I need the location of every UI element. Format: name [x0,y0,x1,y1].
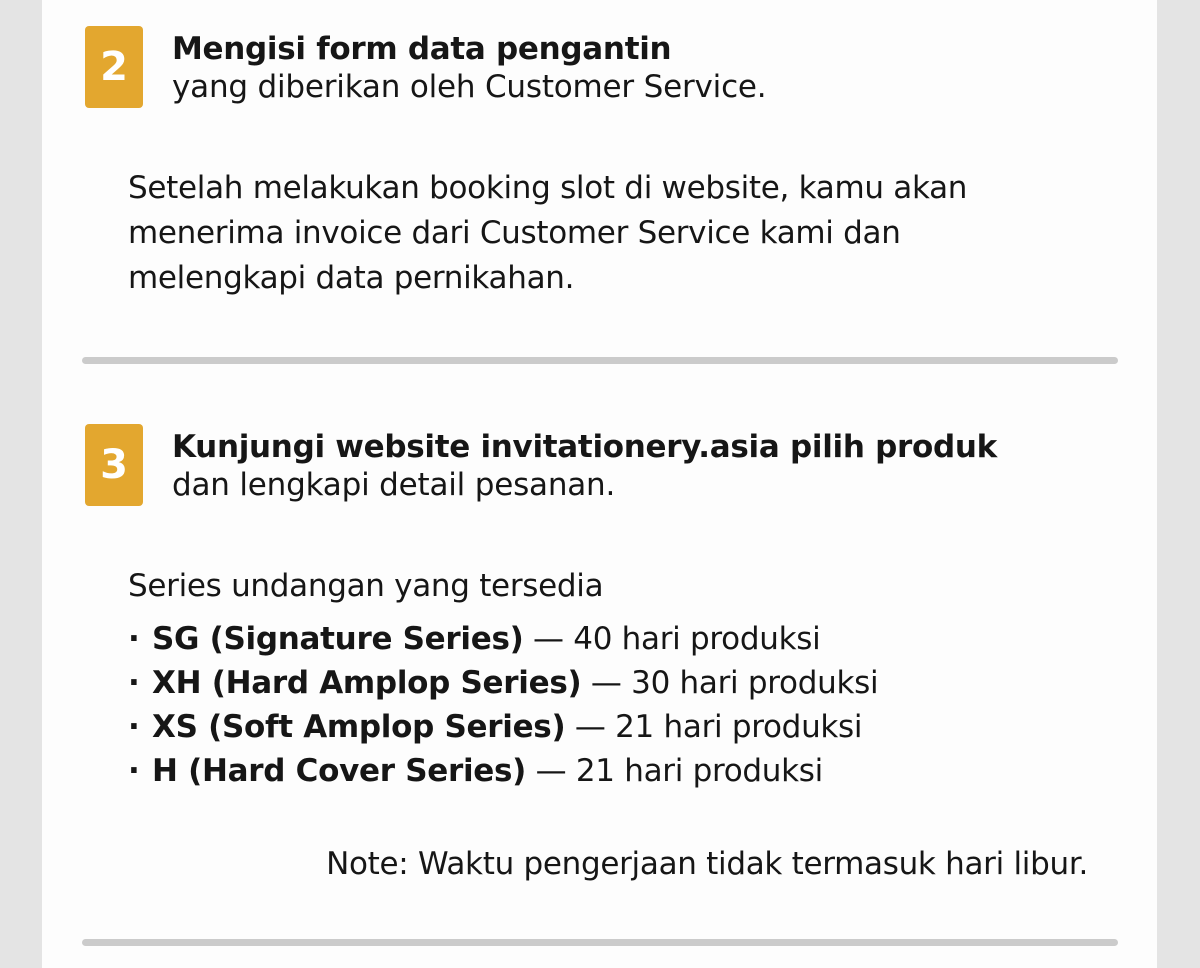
step-3-header [85,424,1045,503]
step-2-header [85,26,1045,105]
bullet-icon: · [128,709,140,745]
series-item-xs [128,705,878,749]
step-2-description [128,166,1028,301]
step-number-badge: 3 [85,424,143,506]
series-duration: — 21 hari produksi [526,753,823,789]
series-duration: — 21 hari produksi [565,709,863,745]
series-item-xh [128,661,878,705]
description-line: menerima invoice dari Customer Service kami dan [128,215,901,251]
description-line: melengkapi data pernikahan. [128,260,575,296]
series-name: H (Hard Cover Series) [152,753,527,789]
step-title: Mengisi form data pengantin [172,31,672,67]
bullet-icon: · [128,621,140,657]
series-duration: — 30 hari produksi [581,665,879,701]
bullet-icon: · [128,665,140,701]
bullet-icon: · [128,753,140,789]
step-heading [172,428,1052,504]
step-title: Kunjungi website invitationery.asia pilih produk [172,429,997,465]
series-duration: — 40 hari produksi [523,621,821,657]
section-divider [82,939,1118,946]
series-item-sg [128,617,878,661]
series-name: XH (Hard Amplop Series) [152,665,582,701]
step-number-badge: 2 [85,26,143,108]
step-subtitle: dan lengkapi detail pesanan. [172,467,616,503]
series-item-h [128,749,878,793]
series-list [128,617,878,793]
series-list-intro: Series undangan yang tersedia [128,568,604,604]
description-line: Setelah melakukan booking slot di website, kamu akan [128,170,968,206]
step-heading [172,30,1052,106]
production-note: Note: Waktu pengerjaan tidak termasuk hari libur. [326,846,1088,882]
series-name: SG (Signature Series) [152,621,524,657]
series-name: XS (Soft Amplop Series) [152,709,566,745]
step-subtitle: yang diberikan oleh Customer Service. [172,69,767,105]
section-divider [82,357,1118,364]
